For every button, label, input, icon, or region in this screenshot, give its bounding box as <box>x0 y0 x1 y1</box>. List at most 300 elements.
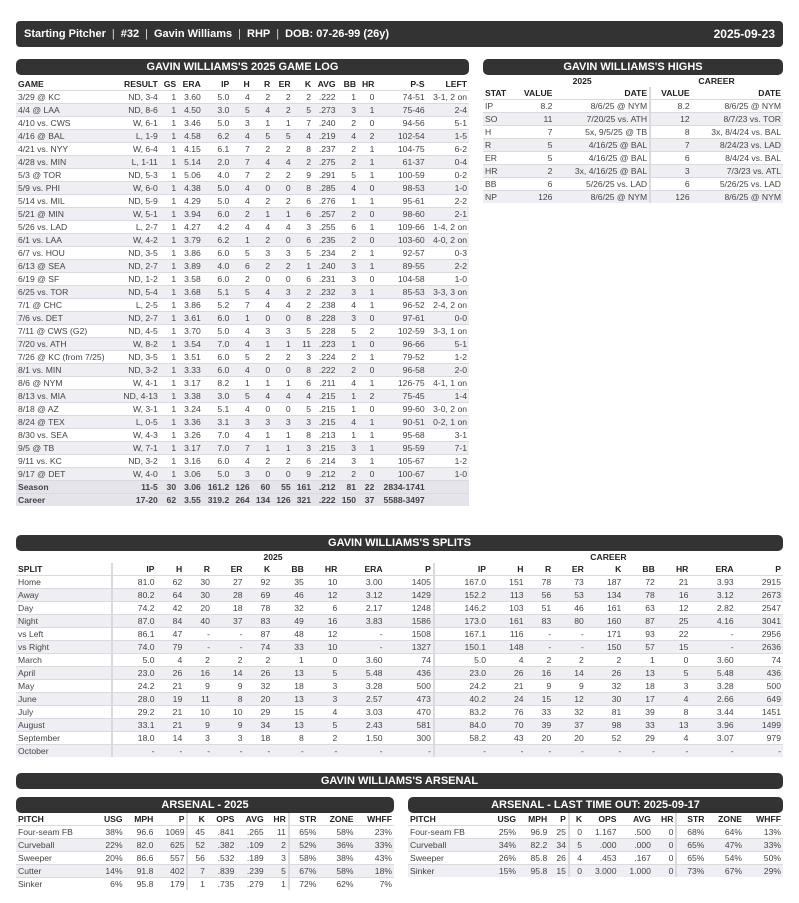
table-row <box>16 325 469 338</box>
highs-title: GAVIN WILLIAMS'S HIGHS <box>483 59 783 75</box>
table-cell: 38% <box>94 826 124 839</box>
table-cell: 7.0 <box>203 442 231 455</box>
table-row <box>16 865 394 878</box>
table-cell: 3.86 <box>178 247 203 260</box>
table-cell: 21 <box>488 680 525 693</box>
table-cell: 104-58 <box>376 273 426 286</box>
table-cell: 26 <box>488 667 525 680</box>
table-cell: 11 <box>293 338 313 351</box>
table-cell: ND, 8-6 <box>117 104 160 117</box>
table-cell: 9 <box>293 169 313 182</box>
table-row <box>16 143 469 156</box>
table-cell: .215 <box>313 416 338 429</box>
splits-group-career: CAREER <box>590 552 627 563</box>
table-cell: 5/14 vs. MIL <box>16 195 117 208</box>
table-row <box>16 117 469 130</box>
table-cell: 94-56 <box>376 117 426 130</box>
table-cell: 3.28 <box>339 680 384 693</box>
table-cell: 3 <box>266 852 289 865</box>
arsenal-title: GAVIN WILLIAMS'S ARSENAL <box>16 773 783 789</box>
table-cell: BB <box>483 178 514 191</box>
table-cell: 2 <box>338 117 358 130</box>
table-cell: 1 <box>160 221 178 234</box>
table-cell: 161 <box>293 481 313 494</box>
table-cell: ND, 2-7 <box>117 260 160 273</box>
table-cell: 319.2 <box>203 494 231 507</box>
table-cell: 2 <box>293 156 313 169</box>
table-cell: 1 <box>338 195 358 208</box>
table-row <box>16 156 469 169</box>
table-cell: 6/25 vs. TOR <box>16 286 117 299</box>
table-cell: 7-1 <box>427 442 469 455</box>
table-cell: - <box>553 745 586 758</box>
table-cell: 0 <box>252 182 272 195</box>
table-cell: 78 <box>245 602 273 615</box>
table-cell: 2 <box>252 260 272 273</box>
table-cell: 74.2 <box>112 602 156 615</box>
table-cell: 9 <box>293 468 313 481</box>
table-cell: 1 <box>293 260 313 273</box>
table-cell: 3 <box>293 351 313 364</box>
table-cell: 5588-3497 <box>376 494 426 507</box>
table-cell <box>427 494 469 507</box>
table-cell: 6 <box>293 234 313 247</box>
table-cell: Curveball <box>408 839 488 852</box>
table-cell: .841 <box>207 826 237 839</box>
table-cell: 33% <box>744 839 783 852</box>
table-cell: - <box>306 745 340 758</box>
table-cell: 8/6 @ NYM <box>16 377 117 390</box>
table-cell: .257 <box>313 208 338 221</box>
table-cell: L, 0-5 <box>117 416 160 429</box>
table-cell: 15% <box>488 865 519 878</box>
column-header: PITCH <box>410 814 436 824</box>
table-cell: .222 <box>313 494 338 507</box>
table-cell: 29 <box>623 732 657 745</box>
table-cell: 4 <box>231 338 251 351</box>
table-cell: 2 <box>338 351 358 364</box>
table-cell: 26 <box>245 667 273 680</box>
table-cell: 36% <box>318 839 355 852</box>
table-cell: 1 <box>160 247 178 260</box>
table-cell: 3.44 <box>690 706 735 719</box>
table-cell: 1 <box>231 312 251 325</box>
table-cell: 2 <box>338 208 358 221</box>
table-cell: 161 <box>586 602 623 615</box>
table-cell: 3.60 <box>178 91 203 104</box>
table-cell: Four-seam FB <box>408 826 488 839</box>
table-cell: 3 <box>272 247 292 260</box>
table-cell: 20 <box>184 602 212 615</box>
table-cell: 4 <box>231 325 251 338</box>
table-row <box>483 191 783 204</box>
column-header: H <box>243 79 250 89</box>
dob: DOB: 07-26-99 (26y) <box>285 28 390 40</box>
table-cell: 9/5 @ TB <box>16 442 117 455</box>
table-cell: 1 <box>358 169 376 182</box>
table-cell: Season <box>16 481 117 494</box>
table-cell: May <box>16 680 112 693</box>
table-cell: 5 <box>231 351 251 364</box>
table-cell: 1 <box>358 442 376 455</box>
table-cell: 3.07 <box>690 732 735 745</box>
column-header: P <box>775 564 781 575</box>
table-cell: 5.0 <box>434 654 488 667</box>
table-row <box>16 602 783 615</box>
column-header: ER <box>278 79 291 89</box>
table-cell: 979 <box>736 732 783 745</box>
table-cell: 2547 <box>736 602 783 615</box>
table-cell: 5.0 <box>203 182 231 195</box>
table-cell: 126 <box>650 191 691 204</box>
table-cell: ND, 3-4 <box>117 91 160 104</box>
table-cell: 1 <box>160 130 178 143</box>
table-cell: 22% <box>94 839 124 852</box>
table-cell: 150.1 <box>434 641 488 654</box>
table-cell: 38% <box>318 852 355 865</box>
table-cell: 11-5 <box>117 481 160 494</box>
table-cell: 5 <box>231 286 251 299</box>
table-cell: .265 <box>236 826 265 839</box>
table-cell: 3-0, 2 on <box>427 403 469 416</box>
table-cell: 32 <box>272 602 306 615</box>
table-cell: 1 <box>160 455 178 468</box>
table-cell: 2 <box>358 325 376 338</box>
table-cell: 1 <box>252 117 272 130</box>
column-header: LEFT <box>445 79 467 89</box>
table-cell: - <box>184 745 212 758</box>
arsenal-last-section <box>408 797 783 877</box>
table-cell: 1 <box>252 208 272 221</box>
table-cell: 3.96 <box>690 719 735 732</box>
column-header: K <box>187 813 206 826</box>
game-log-title: GAVIN WILLIAMS'S 2025 GAME LOG <box>16 59 469 75</box>
table-cell: 21 <box>157 680 185 693</box>
table-cell: 0-2, 1 on <box>427 416 469 429</box>
table-cell: 5/3 @ TOR <box>16 169 117 182</box>
table-cell: 2 <box>338 143 358 156</box>
table-cell: 57 <box>623 641 657 654</box>
table-cell: 4.2 <box>203 221 231 234</box>
table-cell: 3 <box>338 260 358 273</box>
table-cell: 58% <box>318 865 355 878</box>
table-cell: 8 <box>293 364 313 377</box>
table-cell: 12 <box>650 113 691 126</box>
table-cell: 7 <box>187 865 206 878</box>
table-cell: .735 <box>207 878 237 891</box>
table-cell: 2 <box>184 654 212 667</box>
table-cell: .453 <box>584 852 618 865</box>
table-cell: 3 <box>231 416 251 429</box>
arsenal-season-section <box>16 797 394 890</box>
table-cell: 87 <box>623 615 657 628</box>
table-cell: 1 <box>160 182 178 195</box>
table-cell: 12 <box>306 628 340 641</box>
player-name: Gavin Williams <box>153 28 233 40</box>
table-cell: - <box>553 628 586 641</box>
table-cell: 6 <box>650 178 691 191</box>
table-cell: .273 <box>313 104 338 117</box>
table-cell: 22 <box>657 628 691 641</box>
table-cell: 1 <box>160 351 178 364</box>
table-cell: 73% <box>676 865 706 878</box>
table-cell: 0 <box>272 273 292 286</box>
table-cell: 11 <box>184 693 212 706</box>
table-cell: 1 <box>160 208 178 221</box>
table-cell: .215 <box>313 390 338 403</box>
table-cell: 5.48 <box>339 667 384 680</box>
table-cell: .189 <box>236 852 265 865</box>
table-cell: 1 <box>623 654 657 667</box>
table-cell: 7/26 @ KC (from 7/25) <box>16 351 117 364</box>
table-cell: 134 <box>586 589 623 602</box>
table-cell: 8.2 <box>650 100 691 113</box>
table-cell: 79-52 <box>376 351 426 364</box>
table-cell: 3.12 <box>690 589 735 602</box>
table-cell: 62% <box>318 878 355 891</box>
table-cell: 46 <box>272 589 306 602</box>
table-cell: 5 <box>231 390 251 403</box>
table-cell: Day <box>16 602 112 615</box>
table-cell: 28 <box>212 589 245 602</box>
table-cell: 32 <box>553 706 586 719</box>
table-cell: W, 3-1 <box>117 403 160 416</box>
table-cell: 1-5 <box>427 130 469 143</box>
column-header: HR <box>361 79 375 89</box>
table-cell: 67% <box>289 865 319 878</box>
table-cell: 1 <box>160 299 178 312</box>
table-cell: 37 <box>358 494 376 507</box>
table-cell: 1 <box>160 325 178 338</box>
table-cell: 13 <box>272 693 306 706</box>
table-cell: 79 <box>157 641 185 654</box>
table-cell: 3 <box>272 286 292 299</box>
table-cell: HR <box>483 165 514 178</box>
table-cell: 20 <box>245 693 273 706</box>
table-cell: 4 <box>252 156 272 169</box>
role: Starting Pitcher <box>24 28 106 40</box>
table-cell: 3 <box>252 247 272 260</box>
table-row <box>16 169 469 182</box>
table-cell: 13 <box>623 667 657 680</box>
table-cell: 2 <box>358 130 376 143</box>
table-cell: 15 <box>657 641 691 654</box>
table-cell: 2 <box>252 455 272 468</box>
table-cell: 1 <box>358 221 376 234</box>
table-cell: .212 <box>313 468 338 481</box>
table-cell: 1 <box>358 143 376 156</box>
table-cell: 4.58 <box>178 130 203 143</box>
column-header: ZONE <box>329 814 354 824</box>
table-cell: 1499 <box>736 719 783 732</box>
table-cell: 4 <box>272 299 292 312</box>
table-cell: 10 <box>212 706 245 719</box>
table-cell: ND, 3-5 <box>117 247 160 260</box>
table-cell: 18% <box>356 865 394 878</box>
table-cell: 151 <box>488 576 525 589</box>
table-cell: 3-3, 1 on <box>427 325 469 338</box>
table-cell: - <box>184 628 212 641</box>
table-cell: 7 <box>231 156 251 169</box>
table-cell: 1 <box>160 312 178 325</box>
table-cell: 1 <box>272 117 292 130</box>
table-cell: 3 <box>252 416 272 429</box>
table-cell: 15 <box>549 865 569 878</box>
table-cell: 1451 <box>736 706 783 719</box>
table-cell: .211 <box>313 377 338 390</box>
table-cell: 5 <box>657 667 691 680</box>
table-cell: 161.2 <box>203 481 231 494</box>
table-cell: 2.66 <box>690 693 735 706</box>
table-cell: 2-1 <box>427 208 469 221</box>
table-cell: - <box>488 745 525 758</box>
table-cell: 40.2 <box>434 693 488 706</box>
table-row <box>16 416 469 429</box>
table-cell: 0 <box>358 338 376 351</box>
table-cell: 95.8 <box>518 865 549 878</box>
table-cell: 1 <box>160 156 178 169</box>
table-cell: 0 <box>358 91 376 104</box>
table-cell: 5 <box>293 247 313 260</box>
table-cell: 5.48 <box>690 667 735 680</box>
table-cell: 1 <box>160 260 178 273</box>
table-cell: 3 <box>252 325 272 338</box>
table-cell: 62 <box>160 494 178 507</box>
table-cell: 0-2 <box>427 169 469 182</box>
table-cell: 24.2 <box>112 680 156 693</box>
table-cell: 3.83 <box>339 615 384 628</box>
table-cell: 87.0 <box>112 615 156 628</box>
table-cell: 74 <box>736 654 783 667</box>
column-header: STAT <box>485 88 507 99</box>
column-header: VALUE <box>650 87 691 100</box>
table-cell: Cutter <box>16 865 94 878</box>
table-cell: 2 <box>272 91 292 104</box>
table-cell: W, 5-1 <box>117 208 160 221</box>
table-cell: 0 <box>653 826 677 839</box>
table-cell: 30 <box>586 693 623 706</box>
table-cell: 1.167 <box>584 826 618 839</box>
table-cell: 2-2 <box>427 195 469 208</box>
table-cell: L, 1-11 <box>117 156 160 169</box>
column-header: STR <box>289 813 319 826</box>
table-cell: 2 <box>338 364 358 377</box>
table-cell: 7 <box>650 139 691 152</box>
table-cell: 100-59 <box>376 169 426 182</box>
table-cell: 3 <box>306 680 340 693</box>
table-cell: 436 <box>736 667 783 680</box>
column-header: DATE <box>624 88 648 99</box>
table-cell: 5 <box>231 247 251 260</box>
table-cell: 40 <box>184 615 212 628</box>
table-cell: 126-75 <box>376 377 426 390</box>
table-cell: 6.0 <box>203 208 231 221</box>
table-cell: 8/4/24 vs. BAL <box>692 152 783 165</box>
table-cell: 1586 <box>385 615 434 628</box>
table-cell: ND, 1-2 <box>117 273 160 286</box>
table-cell: H <box>483 126 514 139</box>
table-cell: 3-1 <box>427 429 469 442</box>
table-cell: 7/20/25 vs. ATH <box>554 113 650 126</box>
table-cell: 1-4 <box>427 390 469 403</box>
table-cell: 14 <box>212 667 245 680</box>
table-cell: 8 <box>293 143 313 156</box>
table-cell: 58% <box>318 826 355 839</box>
table-cell: 0 <box>252 273 272 286</box>
column-header: P-S <box>410 79 425 89</box>
table-cell: 3.61 <box>178 312 203 325</box>
table-cell: .109 <box>236 839 265 852</box>
table-cell: 1-0 <box>427 273 469 286</box>
table-cell: 1 <box>358 286 376 299</box>
table-cell: 30 <box>184 589 212 602</box>
table-cell: 5.0 <box>203 325 231 338</box>
table-cell: 7 <box>231 299 251 312</box>
table-cell: 2 <box>272 143 292 156</box>
table-cell: 1 <box>160 338 178 351</box>
column-header: IP <box>112 563 156 576</box>
table-cell: 21 <box>157 719 185 732</box>
table-cell: 4/21 vs. NYY <box>16 143 117 156</box>
column-header: R <box>203 564 210 575</box>
table-cell: 6.1 <box>203 143 231 156</box>
table-cell: 74 <box>245 641 273 654</box>
table-row <box>483 126 783 139</box>
table-cell: 98-53 <box>376 182 426 195</box>
table-row <box>16 299 469 312</box>
table-row <box>16 706 783 719</box>
table-cell: 33 <box>623 719 657 732</box>
table-row <box>16 338 469 351</box>
table-cell: 0-4 <box>427 156 469 169</box>
table-cell: 8/24/23 vs. LAD <box>692 139 783 152</box>
table-cell: 3 <box>231 117 251 130</box>
table-cell: 4 <box>252 221 272 234</box>
table-cell: 0 <box>358 234 376 247</box>
table-cell: 37 <box>553 719 586 732</box>
table-cell: 2 <box>245 654 273 667</box>
table-cell: ER <box>483 152 514 165</box>
table-cell: 8/7/23 vs. TOR <box>692 113 783 126</box>
table-cell: 3.94 <box>178 208 203 221</box>
table-cell: 70 <box>488 719 525 732</box>
table-cell: 4 <box>272 156 292 169</box>
table-cell: 6 <box>231 260 251 273</box>
table-cell: 7 <box>293 117 313 130</box>
table-cell: 53 <box>553 589 586 602</box>
table-cell: 6-2 <box>427 143 469 156</box>
table-row <box>483 165 783 178</box>
table-cell: 3.06 <box>178 468 203 481</box>
table-cell: 45 <box>187 826 206 839</box>
table-cell: 6/1 vs. LAA <box>16 234 117 247</box>
table-cell: 1 <box>358 260 376 273</box>
table-cell: 150 <box>338 494 358 507</box>
table-cell: 28.0 <box>112 693 156 706</box>
splits-group-2025: 2025 <box>263 552 283 563</box>
table-cell: Sweeper <box>16 852 94 865</box>
table-cell: 557 <box>155 852 187 865</box>
table-cell: 56 <box>526 589 554 602</box>
table-cell: 5.14 <box>178 156 203 169</box>
game-log-section <box>16 59 469 506</box>
table-cell: 1405 <box>385 576 434 589</box>
table-row <box>16 826 394 839</box>
column-header: STR <box>676 813 706 826</box>
column-header: AVG <box>632 814 651 824</box>
table-cell: 6 <box>293 377 313 390</box>
table-cell: 0 <box>272 364 292 377</box>
